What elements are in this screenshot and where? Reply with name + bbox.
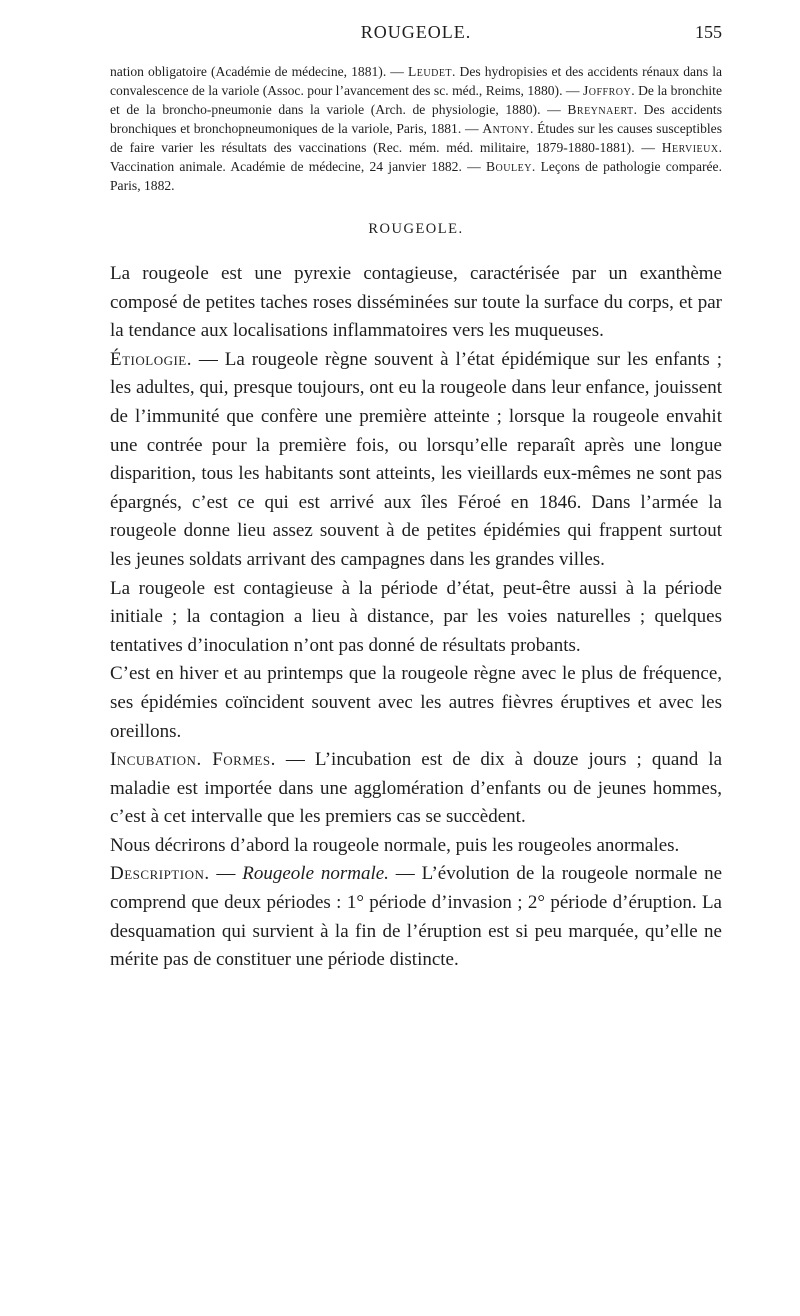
page-number: 155 bbox=[695, 22, 722, 42]
incubation-paragraph bbox=[110, 746, 722, 832]
bibliography-text: . Vaccination animale. Académie de médecine, 24 janvier 1882. — bbox=[110, 140, 722, 174]
paragraph-heading: Description. bbox=[110, 863, 210, 885]
paragraph-text: — L’évolution de la rougeole normale ne comprend que deux périodes : 1° période d’invasion ; 2° période d’éruption. La desquamation qui survient à la fin de l’éruption est si peu marquée, qu’elle ne mérite pas de constituer une période distincte. bbox=[110, 863, 723, 971]
bibliography-text: nation obligatoire (Académie de médecine, 1881). — bbox=[110, 64, 408, 79]
decrirons-paragraph: Nous décrirons d’abord la rougeole normale, puis les rougeoles anormales. bbox=[110, 834, 680, 856]
author-name: Bouley bbox=[485, 159, 532, 174]
bibliography-text: . De la bronchite et de la broncho-pneumonie dans la variole (Arch. de physiologie, 1880). — bbox=[110, 83, 722, 117]
etiologie-paragraph bbox=[110, 346, 722, 575]
paragraph-text: — L’incubation est de dix à douze jours ; quand la maladie est importée dans une agglomération d’enfants ou de jeunes hommes, c’est à cet intervalle que les premiers cas se succèdent. bbox=[110, 749, 723, 828]
bibliography-text: . Des hydropisies et des accidents rénaux dans la convalescence de la variole (Assoc. pour l’avancement des sc. méd., Reims, 1880). — bbox=[110, 64, 723, 98]
intro-paragraph: La rougeole est une pyrexie contagieuse, caractérisée par un exanthème composé de petites taches roses disséminées sur toute la surface du corps, et par la tendance aux localisations inflammatoires vers les muqueuses. bbox=[110, 263, 722, 342]
author-name: Antony bbox=[482, 121, 530, 136]
running-title: ROUGEOLE. bbox=[360, 22, 472, 42]
book-page bbox=[110, 0, 722, 975]
author-name: Joffroy bbox=[582, 83, 632, 98]
paragraph-heading: Étiologie. bbox=[110, 348, 193, 370]
contagion-paragraph: La rougeole est contagieuse à la période d’état, peut-être aussi à la période initiale ; la contagion a lieu à distance, par les voies naturelles ; quelques tentatives d’inoculation n’ont pas donné de résultats probants. bbox=[110, 577, 722, 656]
description-paragraph bbox=[110, 860, 722, 974]
bibliography-text: . Leçons de pathologie comparée. Paris, 1882. bbox=[110, 159, 722, 193]
running-head bbox=[110, 18, 722, 62]
bibliography-text: . Des accidents bronchiques et bronchopneumoniques de la variole, Paris, 1881. — bbox=[110, 102, 722, 136]
section-title: ROUGEOLE. bbox=[368, 221, 464, 237]
bibliography-text: . Études sur les causes susceptibles de faire varier les résultats des vaccinations (Rec. mém. méd. militaire, 1879-1880-1881). — bbox=[110, 121, 722, 155]
paragraph-dash: — bbox=[209, 863, 243, 885]
author-name: Leudet bbox=[407, 64, 453, 79]
paragraph-text: — La rougeole règne souvent à l’état épidémique sur les enfants ; les adultes, qui, presque toujours, ont eu la rougeole dans leur enfance, jouissent de l’immunité que confère une première atteinte ; lorsque la rougeole envahit une contrée pour la première fois, ou lorsqu’elle reparaît après une longue disparition, tous les habitants sont atteints, les vieillards eux-mêmes ne sont pas épargnés, c’est ce qui est arrivé aux îles Féroé en 1846. Dans l’armée la rougeole donne lieu assez souvent à de petites épidémies qui frappent surtout les jeunes soldats arrivant des campagnes dans les grandes villes. bbox=[110, 348, 722, 570]
bibliography-paragraph bbox=[110, 62, 722, 195]
author-name: Breynaert bbox=[567, 102, 634, 117]
saison-paragraph: C’est en hiver et au printemps que la rougeole règne avec le plus de fréquence, ses épidémies coïncident souvent avec les autres fièvres éruptives et avec les oreillons. bbox=[110, 663, 722, 742]
author-name: Hervieux bbox=[661, 140, 719, 155]
italic-subheading: Rougeole normale. bbox=[242, 863, 389, 885]
paragraph-heading: Incubation. Formes. bbox=[110, 749, 276, 771]
